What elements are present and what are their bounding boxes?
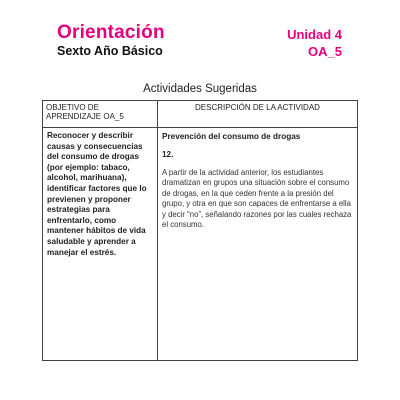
description-cell — [158, 128, 358, 361]
description-column-header: DESCRIPCIÓN DE LA ACTIVIDAD — [158, 101, 358, 128]
table-header-row — [43, 101, 358, 128]
table-row — [43, 128, 358, 361]
objective-code: OA_5 — [308, 44, 342, 59]
document-title: Orientación — [57, 22, 165, 43]
document-subtitle: Sexto Año Básico — [57, 44, 163, 58]
activity-number: 12. — [162, 150, 174, 159]
objective-cell — [43, 128, 158, 361]
unit-label: Unidad 4 — [287, 27, 342, 42]
activity-text: A partir de la actividad anterior, los estudiantes dramatizan en grupos una situación sobre el consumo de drogas, en la que ceden frente a la presión del grupo, y otra en que son capaces de enfrentarse a ella y decir “no”, señalando razones por las cuales rechaza el consumo. — [162, 168, 352, 230]
activity-table — [42, 100, 358, 361]
section-title: Actividades Sugeridas — [143, 83, 257, 95]
objective-text: Reconocer y describir causas y consecuencias del consumo de drogas (por ejemplo: tabaco, alcohol, marihuana), identificar factores que lo previenen y proponer estrategias para enfrentarlo, como mantener hábitos de vida saludable y aprender a manejar el estrés. — [47, 131, 147, 257]
activity-title: Prevención del consumo de drogas — [162, 132, 301, 141]
objective-column-header: OBJETIVO DE APRENDIZAJE OA_5 — [43, 101, 158, 128]
